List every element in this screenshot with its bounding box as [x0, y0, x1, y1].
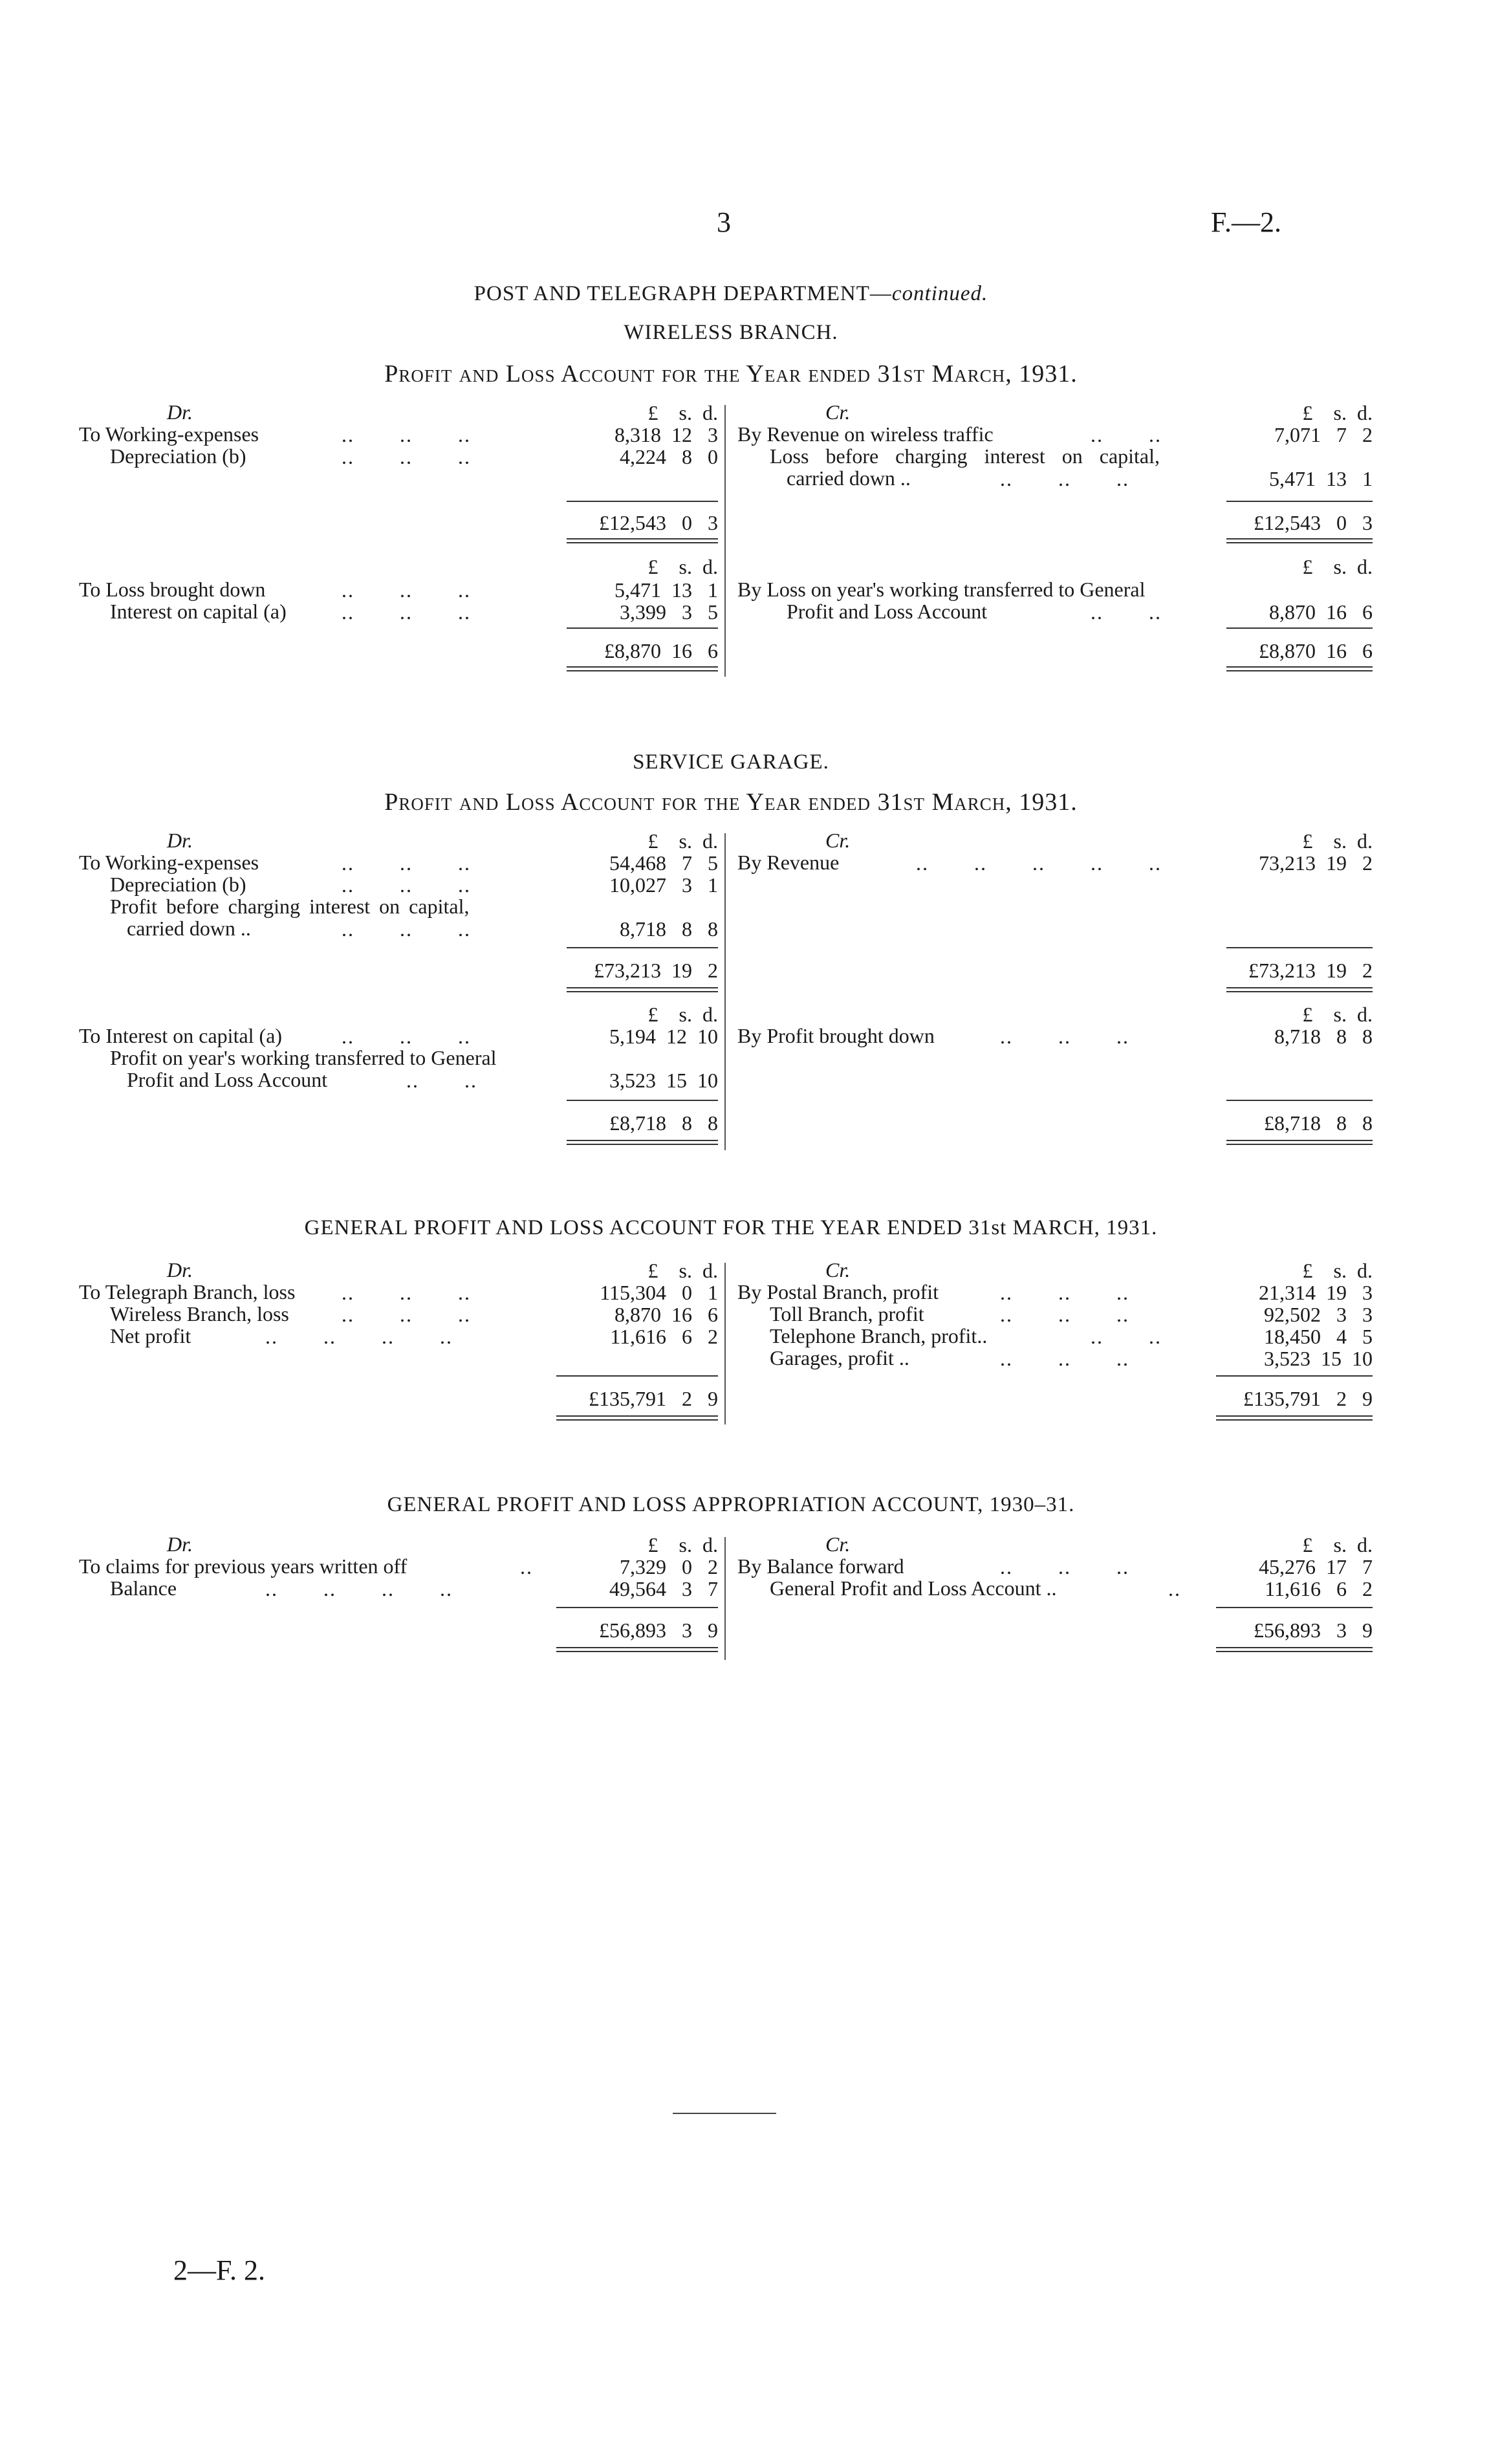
rule [567, 627, 718, 629]
wireless-dr2-row-2-label: Interest on capital (a) [110, 600, 287, 623]
garage-dr-row-4-label: carried down .. [127, 917, 251, 940]
leader-dots: .. .. .. [342, 423, 471, 446]
leader-dots: .. .. .. [1000, 1025, 1129, 1048]
leader-dots: .. .. [1091, 600, 1162, 624]
leader-dots: .. .. [1091, 1325, 1162, 1348]
appropriation-account-title: GENERAL PROFIT AND LOSS APPROPRIATION ACCOUNT, 1930–31. [387, 1493, 1075, 1516]
leader-dots: .. [520, 1555, 533, 1578]
approp-cr-total: £56,893 3 9 [1254, 1619, 1373, 1642]
leader-dots: .. .. .. [342, 1281, 471, 1304]
general-dr-row-3-label: Net profit [110, 1324, 191, 1347]
approp-dr-row-2-label: Balance [110, 1576, 177, 1600]
wireless-dr-total-2: £8,870 16 6 [604, 639, 718, 662]
double-rule [567, 987, 718, 992]
page-footer: 2—F. 2. [173, 2254, 265, 2286]
approp-cr-lsd-header: £ s. d. [1302, 1533, 1373, 1556]
general-dr-label: Dr. [167, 1258, 193, 1281]
wireless-cr-label: Cr. [825, 400, 851, 424]
page-reference: F.—2. [1211, 206, 1281, 238]
wireless-cr2-lsd-header: £ s. d. [1302, 555, 1373, 578]
rule [1226, 947, 1373, 948]
leader-dots: .. .. .. [342, 600, 471, 624]
general-cr-row-3-label: Telephone Branch, profit.. [770, 1324, 988, 1347]
approp-cr-row-1-label: By Balance forward [737, 1554, 904, 1578]
leader-dots: .. .. .. [1000, 1281, 1129, 1304]
leader-dots: .. .. .. [342, 873, 471, 897]
double-rule [1216, 1647, 1373, 1652]
general-cr-total: £135,791 2 9 [1243, 1387, 1373, 1410]
garage-dr-row-2-amount: 10,027 3 1 [609, 873, 718, 897]
garage-dr-row-3-label: Profit before charging interest on capital, [110, 895, 470, 918]
department-heading [0, 282, 1462, 306]
garage-cr2-row-1-amount: 8,718 8 8 [1274, 1025, 1373, 1048]
garage-cr-row-1-amount: 73,213 19 2 [1259, 851, 1373, 875]
garage-dr2-row-3-amount: 3,523 15 10 [609, 1069, 718, 1092]
garage-dr2-row-1-label: To Interest on capital (a) [79, 1024, 283, 1047]
approp-dr-row-1-label: To claims for previous years written off [79, 1554, 408, 1578]
approp-cr-row-2-label: General Profit and Loss Account .. [770, 1576, 1057, 1600]
leader-dots: .. .. .. [342, 1025, 471, 1048]
wireless-dr-total-1: £12,543 0 3 [599, 511, 718, 534]
general-dr-total: £135,791 2 9 [589, 1387, 718, 1410]
double-rule [1216, 1415, 1373, 1421]
column-divider [724, 1263, 726, 1424]
leader-dots: .. .. .. [342, 851, 471, 875]
rule [567, 947, 718, 948]
rule [1226, 1100, 1373, 1101]
garage-account-subtitle: Profit and Loss Account for the Year ended 31st March, 1931. [384, 789, 1078, 816]
approp-cr-row-1-amount: 45,276 17 7 [1259, 1555, 1373, 1578]
general-account-title: GENERAL PROFIT AND LOSS ACCOUNT FOR THE YEAR ENDED 31st MARCH, 1931. [304, 1216, 1158, 1239]
double-rule [1226, 1140, 1373, 1145]
wireless-branch-title: WIRELESS BRANCH. [624, 321, 838, 344]
leader-dots: .. .. [406, 1069, 477, 1092]
rule [1216, 1375, 1373, 1377]
closing-rule [673, 2113, 776, 2114]
wireless-dr-lsd-header: £ s. d. [647, 401, 718, 424]
wireless-dr2-row-1-amount: 5,471 13 1 [614, 578, 718, 602]
garage-dr-total-1: £73,213 19 2 [594, 959, 718, 982]
garage-cr-lsd-header: £ s. d. [1302, 829, 1373, 853]
double-rule [1226, 538, 1373, 543]
general-cr-row-3-amount: 18,450 4 5 [1264, 1325, 1373, 1348]
wireless-dr2-row-1-label: To Loss brought down [79, 578, 266, 601]
approp-dr-total: £56,893 3 9 [599, 1619, 718, 1642]
general-cr-row-2-label: Toll Branch, profit [770, 1302, 924, 1325]
garage-cr-label: Cr. [825, 829, 851, 852]
leader-dots: .. .. .. [1000, 467, 1129, 490]
leader-dots: .. .. .. [342, 1303, 471, 1326]
general-dr-row-1-amount: 115,304 0 1 [600, 1281, 718, 1304]
general-cr-row-4-label: Garages, profit .. [770, 1346, 909, 1369]
general-dr-lsd-header: £ s. d. [647, 1259, 718, 1282]
garage-dr2-row-2-label: Profit on year's working transferred to General [110, 1046, 497, 1069]
leader-dots: .. .. .. [342, 578, 471, 602]
double-rule [1226, 987, 1373, 992]
wireless-cr-lsd-header: £ s. d. [1302, 401, 1373, 424]
leader-dots: .. .. .. .. [265, 1325, 453, 1348]
garage-cr-row-1-label: By Revenue [737, 851, 840, 874]
wireless-cr2-row-1-label: By Loss on year's working transferred to General [737, 578, 1146, 601]
wireless-account-subtitle: Profit and Loss Account for the Year ended 31st March, 1931. [384, 360, 1078, 387]
wireless-cr-total-1: £12,543 0 3 [1254, 511, 1373, 534]
garage-cr2-row-1-label: By Profit brought down [737, 1024, 935, 1047]
wireless-dr-row-2-amount: 4,224 8 0 [620, 445, 718, 468]
rule [556, 1607, 718, 1608]
page-number: 3 [717, 206, 731, 238]
garage-cr2-lsd-header: £ s. d. [1302, 1003, 1373, 1026]
department-title: POST AND TELEGRAPH DEPARTMENT— [473, 282, 892, 305]
leader-dots: .. .. .. [1000, 1347, 1129, 1370]
garage-dr2-row-3-label: Profit and Loss Account [127, 1068, 328, 1091]
approp-dr-lsd-header: £ s. d. [647, 1533, 718, 1556]
wireless-cr-row-1-label: By Revenue on wireless traffic [737, 422, 994, 446]
rule [1216, 1607, 1373, 1608]
approp-dr-label: Dr. [167, 1532, 193, 1556]
leader-dots: .. .. [1091, 423, 1162, 446]
double-rule [556, 1415, 718, 1421]
general-dr-row-2-label: Wireless Branch, loss [110, 1302, 289, 1325]
wireless-cr-row-2-label: Loss before charging interest on capital, [770, 444, 1160, 468]
general-cr-row-2-amount: 92,502 3 3 [1264, 1303, 1373, 1326]
rule [567, 1100, 718, 1101]
column-divider [724, 1537, 726, 1660]
garage-dr-row-1-amount: 54,468 7 5 [609, 851, 718, 875]
garage-dr-row-4-amount: 8,718 8 8 [620, 917, 718, 941]
garage-cr-total-2: £8,718 8 8 [1264, 1111, 1373, 1135]
approp-dr-row-2-amount: 49,564 3 7 [609, 1577, 718, 1600]
leader-dots: .. .. .. .. [265, 1577, 453, 1600]
garage-dr-row-1-label: To Working-expenses [79, 851, 259, 874]
garage-dr2-lsd-header: £ s. d. [647, 1003, 718, 1026]
garage-dr-row-2-label: Depreciation (b) [110, 873, 246, 896]
rule [567, 501, 718, 502]
wireless-cr-row-1-amount: 7,071 7 2 [1274, 423, 1373, 446]
general-dr-row-3-amount: 11,616 6 2 [610, 1325, 718, 1348]
leader-dots: .. .. .. [1000, 1303, 1129, 1326]
approp-dr-row-1-amount: 7,329 0 2 [620, 1555, 718, 1578]
wireless-cr-row-3-label: carried down .. [787, 466, 911, 490]
leader-dots: .. .. .. [342, 917, 471, 941]
general-dr-row-2-amount: 8,870 16 6 [614, 1303, 718, 1326]
approp-cr-label: Cr. [825, 1532, 851, 1556]
garage-dr-total-2: £8,718 8 8 [609, 1111, 718, 1135]
general-cr-label: Cr. [825, 1258, 851, 1281]
garage-title: SERVICE GARAGE. [633, 750, 829, 774]
wireless-cr2-row-2-label: Profit and Loss Account [787, 600, 988, 623]
wireless-dr-label: Dr. [167, 400, 193, 424]
general-cr-row-1-amount: 21,314 19 3 [1259, 1281, 1373, 1304]
general-cr-row-1-label: By Postal Branch, profit [737, 1280, 939, 1303]
wireless-dr2-lsd-header: £ s. d. [647, 555, 718, 578]
wireless-dr-row-2-label: Depreciation (b) [110, 444, 246, 468]
approp-cr-row-2-amount: 11,616 6 2 [1265, 1577, 1373, 1600]
leader-dots: .. .. .. [1000, 1555, 1129, 1578]
wireless-dr2-row-2-amount: 3,399 3 5 [620, 600, 718, 624]
rule [1226, 627, 1373, 629]
leader-dots: .. .. .. [342, 445, 471, 468]
wireless-dr-row-1-amount: 8,318 12 3 [614, 423, 718, 446]
garage-dr-lsd-header: £ s. d. [647, 829, 718, 853]
garage-dr-label: Dr. [167, 829, 193, 852]
rule [1226, 501, 1373, 502]
wireless-dr-row-1-label: To Working-expenses [79, 422, 259, 446]
column-divider [724, 833, 726, 1150]
wireless-cr-row-3-amount: 5,471 13 1 [1269, 467, 1373, 490]
general-cr-row-4-amount: 3,523 15 10 [1264, 1347, 1373, 1370]
double-rule [1226, 666, 1373, 671]
wireless-cr-total-2: £8,870 16 6 [1259, 639, 1373, 662]
column-divider [724, 405, 726, 677]
wireless-cr2-row-2-amount: 8,870 16 6 [1269, 600, 1373, 624]
rule [556, 1375, 718, 1377]
double-rule [567, 538, 718, 543]
double-rule [567, 1140, 718, 1145]
leader-dots: .. [1168, 1577, 1181, 1600]
general-dr-row-1-label: To Telegraph Branch, loss [79, 1280, 296, 1303]
garage-dr2-row-1-amount: 5,194 12 10 [609, 1025, 718, 1048]
general-cr-lsd-header: £ s. d. [1302, 1259, 1373, 1282]
garage-cr-total-1: £73,213 19 2 [1248, 959, 1373, 982]
double-rule [556, 1647, 718, 1652]
leader-dots: .. .. .. .. .. [916, 851, 1162, 875]
department-continued: continued. [891, 282, 988, 305]
double-rule [567, 666, 718, 671]
